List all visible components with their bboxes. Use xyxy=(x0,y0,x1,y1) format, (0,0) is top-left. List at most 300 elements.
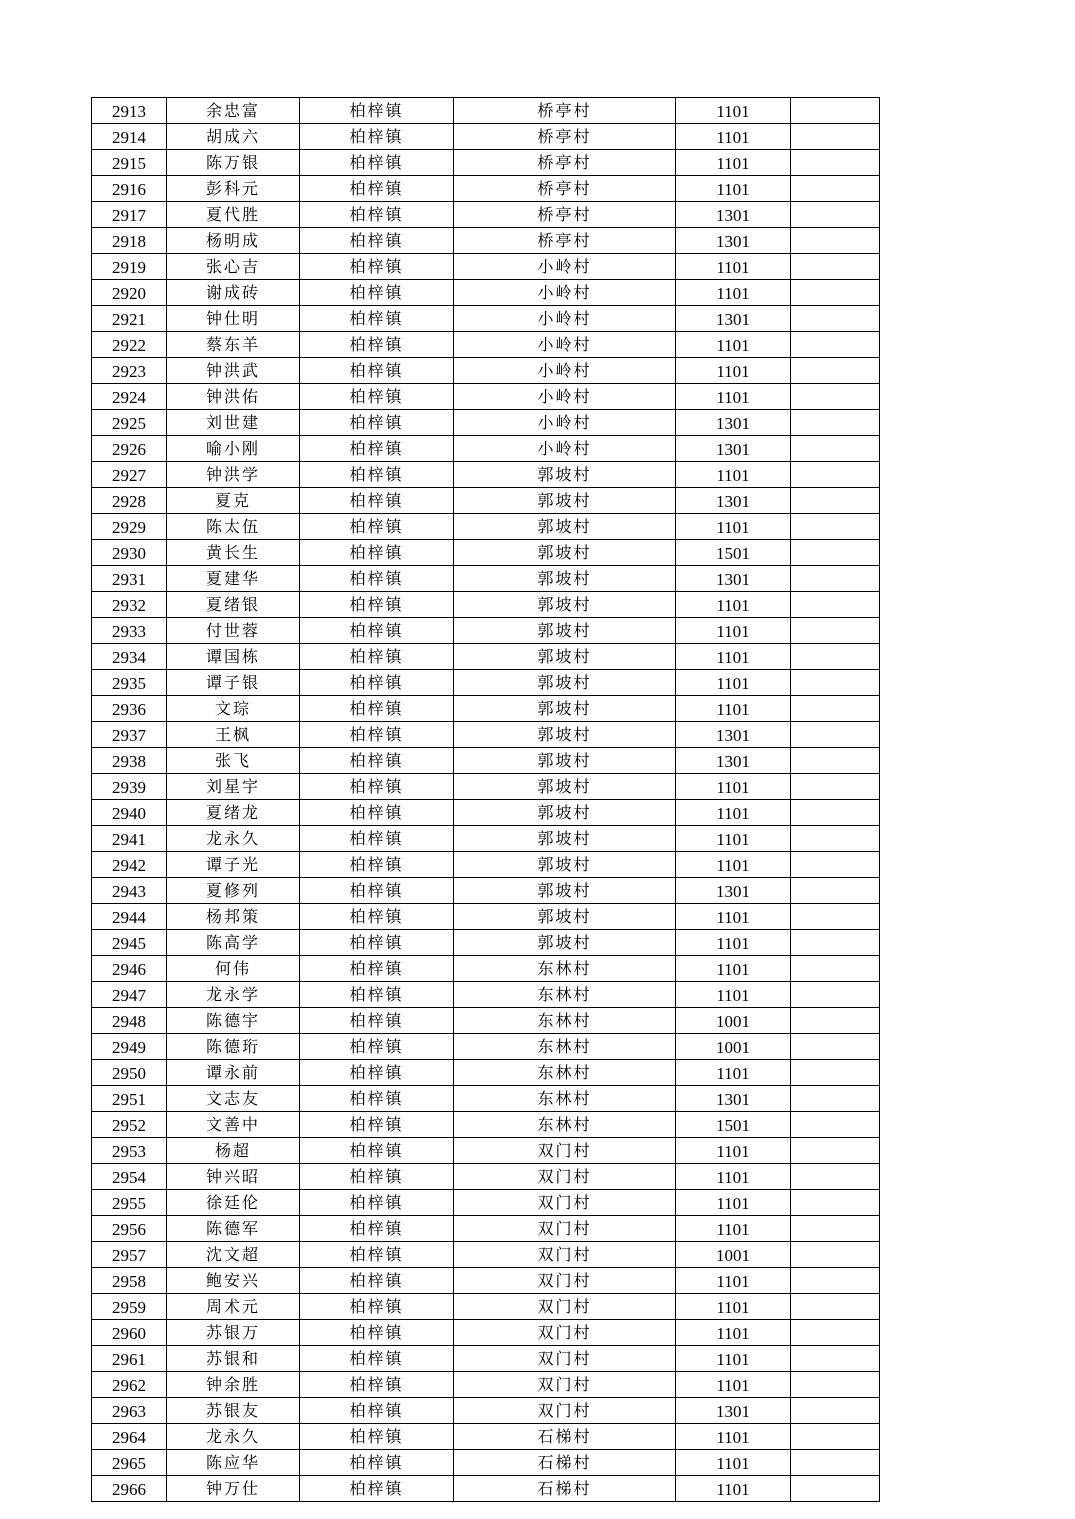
note-cell xyxy=(791,228,880,254)
row-number-cell: 2930 xyxy=(92,540,167,566)
town-cell: 柏梓镇 xyxy=(300,1138,454,1164)
table-row xyxy=(92,280,880,306)
village-cell: 郭坡村 xyxy=(454,566,676,592)
town-cell: 柏梓镇 xyxy=(300,514,454,540)
table-row xyxy=(92,930,880,956)
village-cell: 郭坡村 xyxy=(454,774,676,800)
code-cell: 1101 xyxy=(676,1164,791,1190)
person-name-cell: 陈德军 xyxy=(167,1216,300,1242)
table-row xyxy=(92,514,880,540)
note-cell xyxy=(791,670,880,696)
person-name-cell: 陈德珩 xyxy=(167,1034,300,1060)
town-cell: 柏梓镇 xyxy=(300,644,454,670)
note-cell xyxy=(791,384,880,410)
village-cell: 桥亭村 xyxy=(454,98,676,124)
row-number-cell: 2944 xyxy=(92,904,167,930)
village-cell: 郭坡村 xyxy=(454,930,676,956)
person-name-cell: 龙永久 xyxy=(167,1424,300,1450)
table-row xyxy=(92,540,880,566)
village-cell: 东林村 xyxy=(454,982,676,1008)
town-cell: 柏梓镇 xyxy=(300,1346,454,1372)
note-cell xyxy=(791,1164,880,1190)
table-row xyxy=(92,800,880,826)
town-cell: 柏梓镇 xyxy=(300,540,454,566)
row-number-cell: 2941 xyxy=(92,826,167,852)
table-row xyxy=(92,462,880,488)
row-number-cell: 2924 xyxy=(92,384,167,410)
town-cell: 柏梓镇 xyxy=(300,592,454,618)
note-cell xyxy=(791,1268,880,1294)
village-cell: 郭坡村 xyxy=(454,696,676,722)
village-cell: 郭坡村 xyxy=(454,722,676,748)
table-row xyxy=(92,1398,880,1424)
code-cell: 1301 xyxy=(676,488,791,514)
village-cell: 郭坡村 xyxy=(454,462,676,488)
note-cell xyxy=(791,280,880,306)
table-row xyxy=(92,1008,880,1034)
note-cell xyxy=(791,618,880,644)
person-name-cell: 夏代胜 xyxy=(167,202,300,228)
person-name-cell: 文善中 xyxy=(167,1112,300,1138)
village-cell: 双门村 xyxy=(454,1398,676,1424)
code-cell: 1301 xyxy=(676,566,791,592)
person-name-cell: 余忠富 xyxy=(167,98,300,124)
code-cell: 1101 xyxy=(676,1372,791,1398)
code-cell: 1101 xyxy=(676,644,791,670)
code-cell: 1101 xyxy=(676,254,791,280)
person-name-cell: 钟万仕 xyxy=(167,1476,300,1502)
person-name-cell: 钟仕明 xyxy=(167,306,300,332)
person-name-cell: 彭科元 xyxy=(167,176,300,202)
table-row xyxy=(92,98,880,124)
row-number-cell: 2922 xyxy=(92,332,167,358)
town-cell: 柏梓镇 xyxy=(300,1424,454,1450)
village-cell: 郭坡村 xyxy=(454,800,676,826)
town-cell: 柏梓镇 xyxy=(300,1216,454,1242)
village-cell: 小岭村 xyxy=(454,280,676,306)
village-cell: 双门村 xyxy=(454,1346,676,1372)
note-cell xyxy=(791,904,880,930)
table-row xyxy=(92,904,880,930)
village-cell: 东林村 xyxy=(454,1112,676,1138)
table-row xyxy=(92,1112,880,1138)
town-cell: 柏梓镇 xyxy=(300,1008,454,1034)
code-cell: 1101 xyxy=(676,1424,791,1450)
town-cell: 柏梓镇 xyxy=(300,488,454,514)
town-cell: 柏梓镇 xyxy=(300,566,454,592)
note-cell xyxy=(791,1112,880,1138)
note-cell xyxy=(791,566,880,592)
village-cell: 石梯村 xyxy=(454,1450,676,1476)
person-name-cell: 钟洪佑 xyxy=(167,384,300,410)
code-cell: 1101 xyxy=(676,800,791,826)
town-cell: 柏梓镇 xyxy=(300,878,454,904)
person-name-cell: 钟余胜 xyxy=(167,1372,300,1398)
town-cell: 柏梓镇 xyxy=(300,1476,454,1502)
table-row xyxy=(92,358,880,384)
town-cell: 柏梓镇 xyxy=(300,280,454,306)
row-number-cell: 2914 xyxy=(92,124,167,150)
table-row xyxy=(92,228,880,254)
town-cell: 柏梓镇 xyxy=(300,202,454,228)
code-cell: 1101 xyxy=(676,852,791,878)
person-name-cell: 苏银万 xyxy=(167,1320,300,1346)
note-cell xyxy=(791,1398,880,1424)
row-number-cell: 2932 xyxy=(92,592,167,618)
person-name-cell: 杨明成 xyxy=(167,228,300,254)
village-cell: 东林村 xyxy=(454,1060,676,1086)
town-cell: 柏梓镇 xyxy=(300,98,454,124)
town-cell: 柏梓镇 xyxy=(300,254,454,280)
person-name-cell: 夏绪龙 xyxy=(167,800,300,826)
person-name-cell: 陈德宇 xyxy=(167,1008,300,1034)
town-cell: 柏梓镇 xyxy=(300,176,454,202)
village-cell: 小岭村 xyxy=(454,306,676,332)
person-name-cell: 钟兴昭 xyxy=(167,1164,300,1190)
table-row xyxy=(92,1034,880,1060)
row-number-cell: 2937 xyxy=(92,722,167,748)
person-name-cell: 钟洪武 xyxy=(167,358,300,384)
table-row xyxy=(92,826,880,852)
village-cell: 双门村 xyxy=(454,1372,676,1398)
row-number-cell: 2963 xyxy=(92,1398,167,1424)
table-row xyxy=(92,956,880,982)
person-name-cell: 夏绪银 xyxy=(167,592,300,618)
row-number-cell: 2955 xyxy=(92,1190,167,1216)
note-cell xyxy=(791,1086,880,1112)
village-cell: 双门村 xyxy=(454,1242,676,1268)
row-number-cell: 2962 xyxy=(92,1372,167,1398)
village-cell: 郭坡村 xyxy=(454,592,676,618)
code-cell: 1001 xyxy=(676,1242,791,1268)
town-cell: 柏梓镇 xyxy=(300,150,454,176)
row-number-cell: 2917 xyxy=(92,202,167,228)
village-cell: 东林村 xyxy=(454,1034,676,1060)
town-cell: 柏梓镇 xyxy=(300,1060,454,1086)
person-name-cell: 谭子银 xyxy=(167,670,300,696)
town-cell: 柏梓镇 xyxy=(300,1320,454,1346)
table-row xyxy=(92,1138,880,1164)
code-cell: 1101 xyxy=(676,462,791,488)
code-cell: 1101 xyxy=(676,150,791,176)
row-number-cell: 2934 xyxy=(92,644,167,670)
village-cell: 郭坡村 xyxy=(454,878,676,904)
town-cell: 柏梓镇 xyxy=(300,228,454,254)
table-row xyxy=(92,670,880,696)
table-row xyxy=(92,176,880,202)
village-cell: 小岭村 xyxy=(454,332,676,358)
row-number-cell: 2929 xyxy=(92,514,167,540)
code-cell: 1101 xyxy=(676,514,791,540)
row-number-cell: 2916 xyxy=(92,176,167,202)
village-cell: 桥亭村 xyxy=(454,150,676,176)
note-cell xyxy=(791,592,880,618)
person-name-cell: 陈万银 xyxy=(167,150,300,176)
table-row xyxy=(92,852,880,878)
code-cell: 1501 xyxy=(676,1112,791,1138)
village-cell: 东林村 xyxy=(454,1008,676,1034)
code-cell: 1101 xyxy=(676,384,791,410)
table-row xyxy=(92,1424,880,1450)
code-cell: 1001 xyxy=(676,1034,791,1060)
note-cell xyxy=(791,306,880,332)
code-cell: 1101 xyxy=(676,592,791,618)
note-cell xyxy=(791,1450,880,1476)
town-cell: 柏梓镇 xyxy=(300,332,454,358)
person-name-cell: 刘世建 xyxy=(167,410,300,436)
person-name-cell: 蔡东羊 xyxy=(167,332,300,358)
village-cell: 郭坡村 xyxy=(454,826,676,852)
row-number-cell: 2935 xyxy=(92,670,167,696)
table-row xyxy=(92,306,880,332)
table-row xyxy=(92,1476,880,1502)
village-cell: 桥亭村 xyxy=(454,228,676,254)
town-cell: 柏梓镇 xyxy=(300,826,454,852)
person-name-cell: 张飞 xyxy=(167,748,300,774)
person-name-cell: 夏克 xyxy=(167,488,300,514)
note-cell xyxy=(791,826,880,852)
note-cell xyxy=(791,410,880,436)
table-row xyxy=(92,1450,880,1476)
code-cell: 1101 xyxy=(676,1294,791,1320)
person-name-cell: 何伟 xyxy=(167,956,300,982)
code-cell: 1301 xyxy=(676,1086,791,1112)
code-cell: 1101 xyxy=(676,1450,791,1476)
table-row xyxy=(92,436,880,462)
note-cell xyxy=(791,1138,880,1164)
town-cell: 柏梓镇 xyxy=(300,618,454,644)
row-number-cell: 2958 xyxy=(92,1268,167,1294)
village-cell: 小岭村 xyxy=(454,254,676,280)
note-cell xyxy=(791,982,880,1008)
person-name-cell: 文琮 xyxy=(167,696,300,722)
code-cell: 1301 xyxy=(676,410,791,436)
note-cell xyxy=(791,722,880,748)
village-cell: 桥亭村 xyxy=(454,202,676,228)
table-row xyxy=(92,982,880,1008)
town-cell: 柏梓镇 xyxy=(300,1164,454,1190)
town-cell: 柏梓镇 xyxy=(300,930,454,956)
note-cell xyxy=(791,488,880,514)
code-cell: 1101 xyxy=(676,98,791,124)
table-row xyxy=(92,384,880,410)
code-cell: 1101 xyxy=(676,1138,791,1164)
row-number-cell: 2939 xyxy=(92,774,167,800)
row-number-cell: 2956 xyxy=(92,1216,167,1242)
person-name-cell: 龙永久 xyxy=(167,826,300,852)
table-row xyxy=(92,566,880,592)
table-row xyxy=(92,1346,880,1372)
table-row xyxy=(92,878,880,904)
town-cell: 柏梓镇 xyxy=(300,384,454,410)
table-row xyxy=(92,774,880,800)
code-cell: 1301 xyxy=(676,748,791,774)
code-cell: 1301 xyxy=(676,436,791,462)
note-cell xyxy=(791,1008,880,1034)
person-name-cell: 谭子光 xyxy=(167,852,300,878)
table-row xyxy=(92,124,880,150)
village-cell: 小岭村 xyxy=(454,384,676,410)
village-cell: 郭坡村 xyxy=(454,540,676,566)
row-number-cell: 2913 xyxy=(92,98,167,124)
person-name-cell: 胡成六 xyxy=(167,124,300,150)
person-name-cell: 谭永前 xyxy=(167,1060,300,1086)
person-name-cell: 黄长生 xyxy=(167,540,300,566)
row-number-cell: 2923 xyxy=(92,358,167,384)
village-cell: 石梯村 xyxy=(454,1476,676,1502)
table-row xyxy=(92,410,880,436)
code-cell: 1101 xyxy=(676,1268,791,1294)
note-cell xyxy=(791,696,880,722)
row-number-cell: 2948 xyxy=(92,1008,167,1034)
code-cell: 1301 xyxy=(676,878,791,904)
person-name-cell: 陈太伍 xyxy=(167,514,300,540)
code-cell: 1101 xyxy=(676,358,791,384)
person-name-cell: 夏修列 xyxy=(167,878,300,904)
table-row xyxy=(92,1372,880,1398)
person-name-cell: 谭国栋 xyxy=(167,644,300,670)
town-cell: 柏梓镇 xyxy=(300,1268,454,1294)
person-name-cell: 夏建华 xyxy=(167,566,300,592)
table-row xyxy=(92,202,880,228)
table-row xyxy=(92,592,880,618)
person-name-cell: 杨邦策 xyxy=(167,904,300,930)
row-number-cell: 2966 xyxy=(92,1476,167,1502)
code-cell: 1101 xyxy=(676,332,791,358)
person-name-cell: 谢成砖 xyxy=(167,280,300,306)
note-cell xyxy=(791,1320,880,1346)
row-number-cell: 2933 xyxy=(92,618,167,644)
table-row xyxy=(92,748,880,774)
village-cell: 郭坡村 xyxy=(454,852,676,878)
town-cell: 柏梓镇 xyxy=(300,904,454,930)
row-number-cell: 2920 xyxy=(92,280,167,306)
village-cell: 小岭村 xyxy=(454,358,676,384)
row-number-cell: 2950 xyxy=(92,1060,167,1086)
note-cell xyxy=(791,1372,880,1398)
village-cell: 桥亭村 xyxy=(454,176,676,202)
village-cell: 双门村 xyxy=(454,1216,676,1242)
village-cell: 东林村 xyxy=(454,1086,676,1112)
town-cell: 柏梓镇 xyxy=(300,852,454,878)
row-number-cell: 2957 xyxy=(92,1242,167,1268)
village-cell: 郭坡村 xyxy=(454,644,676,670)
row-number-cell: 2927 xyxy=(92,462,167,488)
town-cell: 柏梓镇 xyxy=(300,748,454,774)
village-cell: 双门村 xyxy=(454,1294,676,1320)
row-number-cell: 2938 xyxy=(92,748,167,774)
town-cell: 柏梓镇 xyxy=(300,306,454,332)
person-name-cell: 杨超 xyxy=(167,1138,300,1164)
table-row xyxy=(92,1190,880,1216)
roster-table-body xyxy=(92,98,880,1502)
row-number-cell: 2925 xyxy=(92,410,167,436)
note-cell xyxy=(791,1424,880,1450)
code-cell: 1101 xyxy=(676,1060,791,1086)
note-cell xyxy=(791,852,880,878)
code-cell: 1101 xyxy=(676,618,791,644)
village-cell: 石梯村 xyxy=(454,1424,676,1450)
code-cell: 1301 xyxy=(676,202,791,228)
table-row xyxy=(92,1268,880,1294)
village-cell: 桥亭村 xyxy=(454,124,676,150)
row-number-cell: 2946 xyxy=(92,956,167,982)
code-cell: 1101 xyxy=(676,1216,791,1242)
person-name-cell: 龙永学 xyxy=(167,982,300,1008)
note-cell xyxy=(791,1190,880,1216)
note-cell xyxy=(791,930,880,956)
village-cell: 东林村 xyxy=(454,956,676,982)
note-cell xyxy=(791,462,880,488)
person-name-cell: 鲍安兴 xyxy=(167,1268,300,1294)
code-cell: 1301 xyxy=(676,228,791,254)
table-row xyxy=(92,1294,880,1320)
row-number-cell: 2964 xyxy=(92,1424,167,1450)
note-cell xyxy=(791,1060,880,1086)
town-cell: 柏梓镇 xyxy=(300,956,454,982)
village-cell: 郭坡村 xyxy=(454,618,676,644)
note-cell xyxy=(791,176,880,202)
person-name-cell: 陈高学 xyxy=(167,930,300,956)
town-cell: 柏梓镇 xyxy=(300,1112,454,1138)
town-cell: 柏梓镇 xyxy=(300,774,454,800)
code-cell: 1101 xyxy=(676,696,791,722)
roster-table xyxy=(91,97,880,1502)
town-cell: 柏梓镇 xyxy=(300,1086,454,1112)
row-number-cell: 2965 xyxy=(92,1450,167,1476)
village-cell: 郭坡村 xyxy=(454,748,676,774)
table-row xyxy=(92,618,880,644)
row-number-cell: 2949 xyxy=(92,1034,167,1060)
code-cell: 1101 xyxy=(676,774,791,800)
table-row xyxy=(92,150,880,176)
row-number-cell: 2942 xyxy=(92,852,167,878)
person-name-cell: 周术元 xyxy=(167,1294,300,1320)
town-cell: 柏梓镇 xyxy=(300,1372,454,1398)
town-cell: 柏梓镇 xyxy=(300,1398,454,1424)
village-cell: 小岭村 xyxy=(454,436,676,462)
person-name-cell: 沈文超 xyxy=(167,1242,300,1268)
row-number-cell: 2918 xyxy=(92,228,167,254)
note-cell xyxy=(791,956,880,982)
table-row xyxy=(92,696,880,722)
code-cell: 1101 xyxy=(676,176,791,202)
row-number-cell: 2921 xyxy=(92,306,167,332)
row-number-cell: 2931 xyxy=(92,566,167,592)
code-cell: 1101 xyxy=(676,982,791,1008)
row-number-cell: 2926 xyxy=(92,436,167,462)
town-cell: 柏梓镇 xyxy=(300,410,454,436)
table-row xyxy=(92,1216,880,1242)
row-number-cell: 2954 xyxy=(92,1164,167,1190)
note-cell xyxy=(791,332,880,358)
note-cell xyxy=(791,202,880,228)
code-cell: 1301 xyxy=(676,306,791,332)
table-row xyxy=(92,1164,880,1190)
village-cell: 郭坡村 xyxy=(454,488,676,514)
person-name-cell: 钟洪学 xyxy=(167,462,300,488)
table-row xyxy=(92,1320,880,1346)
note-cell xyxy=(791,1034,880,1060)
code-cell: 1101 xyxy=(676,280,791,306)
table-row xyxy=(92,254,880,280)
village-cell: 郭坡村 xyxy=(454,514,676,540)
note-cell xyxy=(791,514,880,540)
row-number-cell: 2919 xyxy=(92,254,167,280)
code-cell: 1101 xyxy=(676,826,791,852)
town-cell: 柏梓镇 xyxy=(300,722,454,748)
row-number-cell: 2961 xyxy=(92,1346,167,1372)
